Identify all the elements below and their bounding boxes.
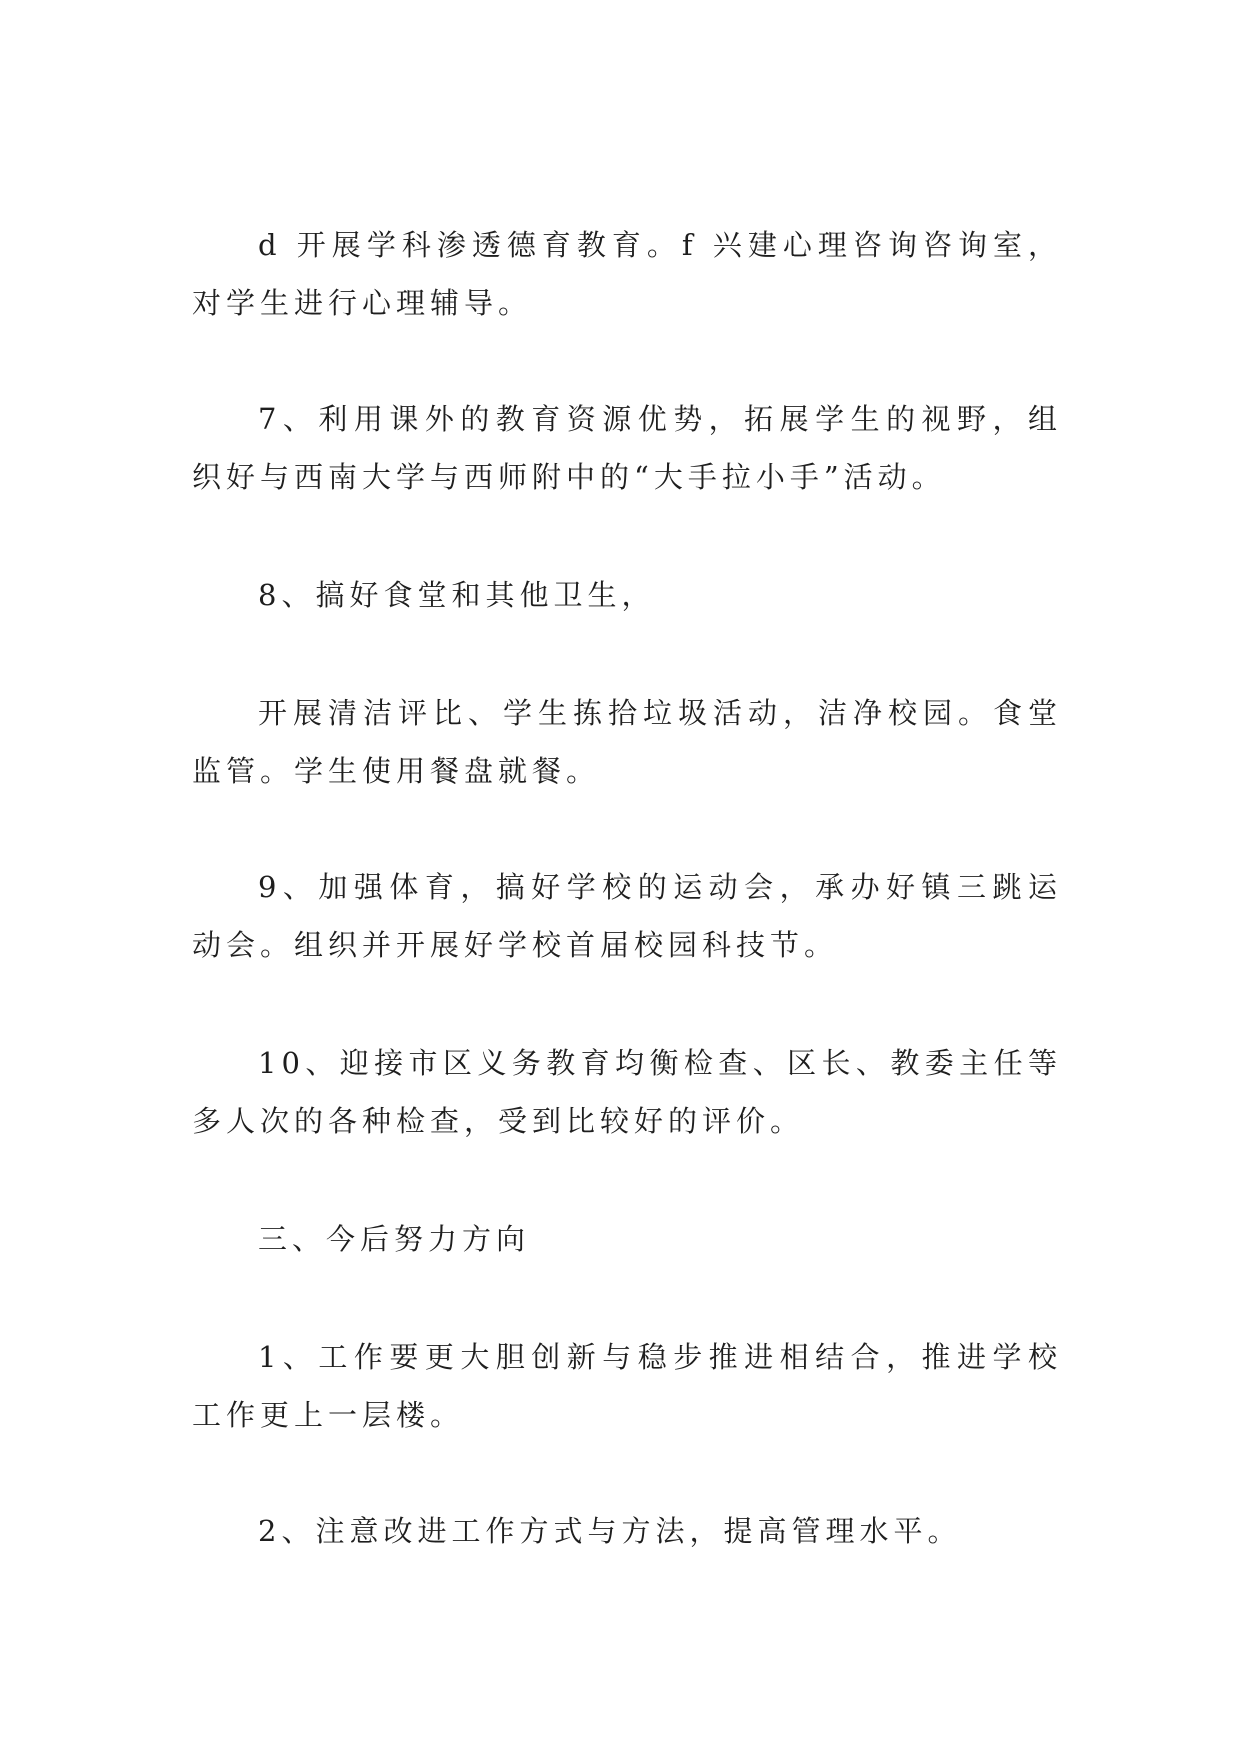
paragraph-direction-2: 2、注意改进工作方式与方法，提高管理水平。 — [258, 1514, 962, 1548]
paragraph-item-7: 7、利用课外的教育资源优势，拓展学生的视野，组织好与西南大学与西师附中的“大手拉小手”活动。 — [192, 402, 1062, 494]
paragraph-psychology-counseling: d 开展学科渗透德育教育。f 兴建心理咨询咨询室，对学生进行心理辅导。 — [192, 228, 1062, 320]
paragraph-item-9: 9、加强体育，搞好学校的运动会，承办好镇三跳运动会。组织并开展好学校首届校园科技节。 — [192, 870, 1062, 962]
section-heading-future-direction: 三、今后努力方向 — [258, 1222, 531, 1256]
paragraph-item-10: 10、迎接市区义务教育均衡检查、区长、教委主任等多人次的各种检查，受到比较好的评价。 — [192, 1046, 1062, 1138]
paragraph-direction-1: 1、工作要更大胆创新与稳步推进相结合，推进学校工作更上一层楼。 — [192, 1340, 1062, 1432]
paragraph-cleaning: 开展清洁评比、学生拣拾垃圾活动，洁净校园。食堂监管。学生使用餐盘就餐。 — [192, 696, 1062, 788]
paragraph-item-8: 8、搞好食堂和其他卫生， — [258, 578, 656, 612]
